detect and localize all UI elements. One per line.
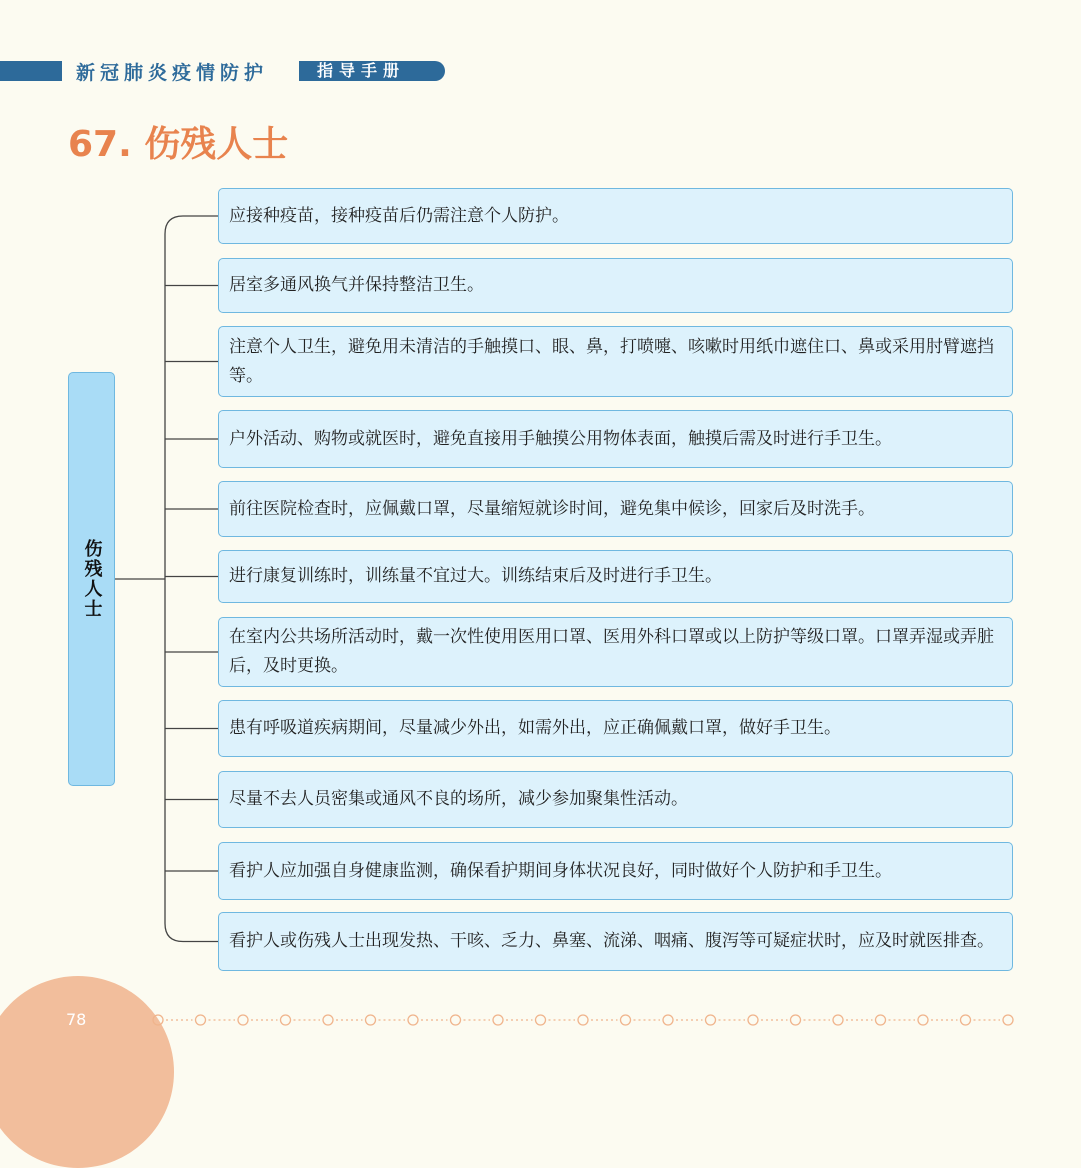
mindmap-item: 户外活动、购物或就医时，避免直接用手触摸公用物体表面，触摸后需及时进行手卫生。 (218, 410, 1013, 468)
handbook-subtitle-badge: 指导手册 (299, 61, 445, 81)
divider-ring (536, 1015, 546, 1025)
divider-ring (451, 1015, 461, 1025)
divider-ring (621, 1015, 631, 1025)
divider-ring (408, 1015, 418, 1025)
divider-ring (196, 1015, 206, 1025)
divider-ring (1003, 1015, 1013, 1025)
divider-ring (791, 1015, 801, 1025)
mindmap-item: 居室多通风换气并保持整洁卫生。 (218, 258, 1013, 313)
page-number: 78 (66, 1010, 87, 1029)
divider-ring (366, 1015, 376, 1025)
section-title: 67. 伤残人士 (68, 124, 289, 165)
mindmap-item: 尽量不去人员密集或通风不良的场所，减少参加聚集性活动。 (218, 771, 1013, 828)
mindmap-item: 看护人或伤残人士出现发热、干咳、乏力、鼻塞、流涕、咽痛、腹泻等可疑症状时，应及时就医排查。 (218, 912, 1013, 971)
divider-ring (493, 1015, 503, 1025)
divider-ring (663, 1015, 673, 1025)
divider-ring (961, 1015, 971, 1025)
mindmap-item: 患有呼吸道疾病期间，尽量减少外出，如需外出，应正确佩戴口罩，做好手卫生。 (218, 700, 1013, 757)
divider-ring (876, 1015, 886, 1025)
divider-ring (153, 1015, 163, 1025)
mindmap-item: 注意个人卫生，避免用未清洁的手触摸口、眼、鼻，打喷嚏、咳嗽时用纸巾遮住口、鼻或采用肘臂遮挡等。 (218, 326, 1013, 397)
footer-dotted-divider (150, 1010, 1020, 1030)
divider-ring (578, 1015, 588, 1025)
mindmap-item: 在室内公共场所活动时，戴一次性使用医用口罩、医用外科口罩或以上防护等级口罩。口罩弄湿或弄脏后，及时更换。 (218, 617, 1013, 687)
mindmap-item: 看护人应加强自身健康监测，确保看护期间身体状况良好，同时做好个人防护和手卫生。 (218, 842, 1013, 900)
divider-ring (918, 1015, 928, 1025)
divider-ring (706, 1015, 716, 1025)
mindmap-item: 进行康复训练时，训练量不宜过大。训练结束后及时进行手卫生。 (218, 550, 1013, 603)
divider-ring (238, 1015, 248, 1025)
divider-ring (833, 1015, 843, 1025)
handbook-title: 新冠肺炎疫情防护 (76, 62, 269, 84)
mindmap-item: 应接种疫苗，接种疫苗后仍需注意个人防护。 (218, 188, 1013, 244)
divider-ring (281, 1015, 291, 1025)
mindmap-root-label: 伤残人士 (81, 539, 103, 619)
divider-ring (323, 1015, 333, 1025)
mindmap-item: 前往医院检查时，应佩戴口罩，尽量缩短就诊时间，避免集中候诊，回家后及时洗手。 (218, 481, 1013, 537)
divider-ring (748, 1015, 758, 1025)
connector-spine (165, 216, 218, 942)
